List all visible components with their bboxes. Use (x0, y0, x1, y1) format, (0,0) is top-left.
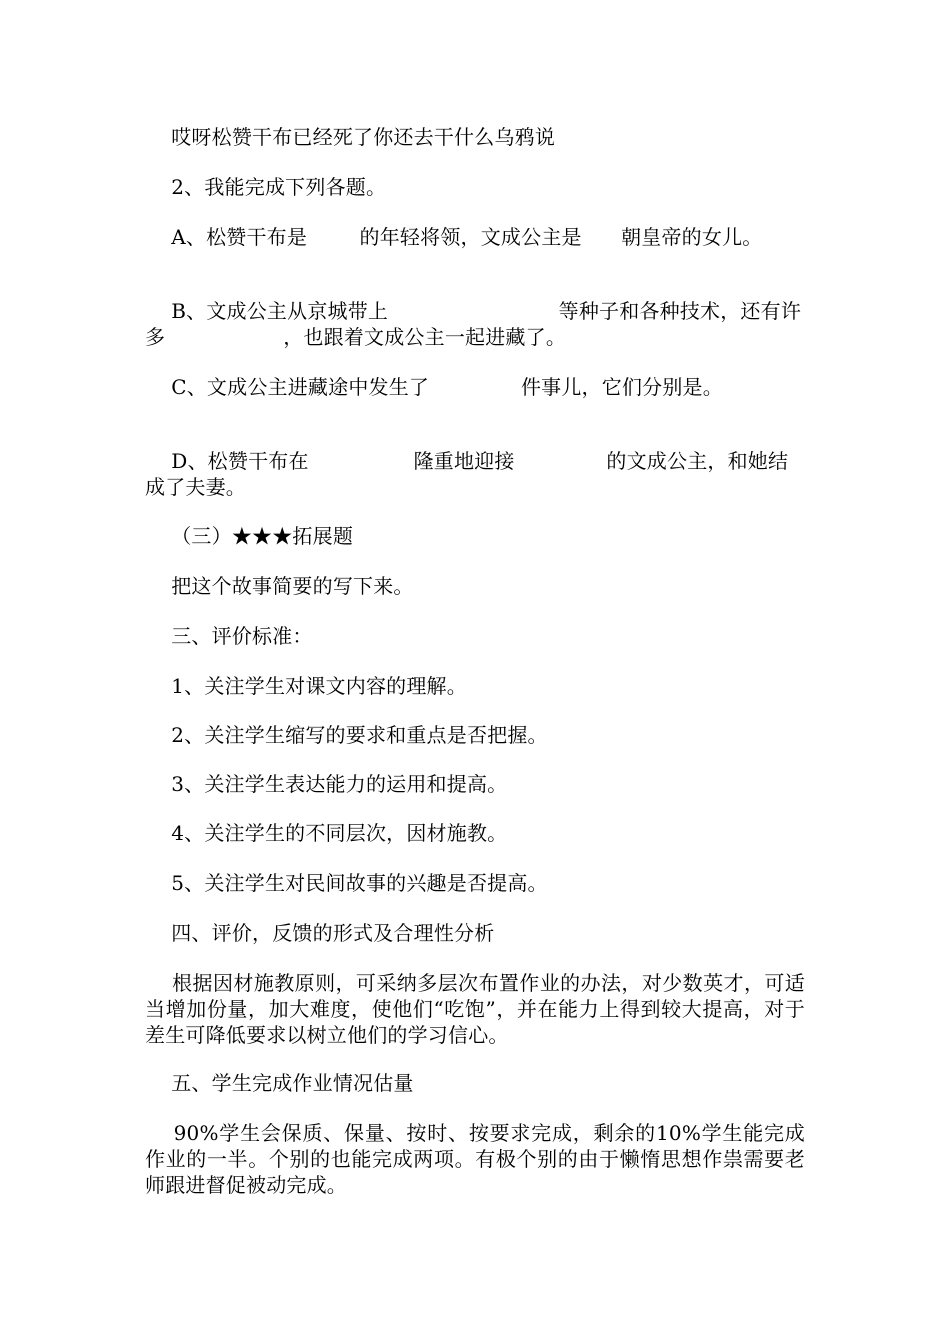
question-2a: A、松赞干布是 的年轻将领，文成公主是 朝皇帝的女儿。 (145, 225, 763, 249)
question-2-heading: 2、我能完成下列各题。 (145, 175, 387, 199)
extension-task: 把这个故事简要的写下来。 (145, 574, 414, 598)
section-4-heading: 四、评价，反馈的形式及合理性分析 (145, 921, 495, 945)
section-3-heading: 三、评价标准： (145, 624, 313, 648)
section-4-body: 根据因材施教原则，可采纳多层次布置作业的办法，对少数英才，可适当增加份量，加大难度，使他们“吃饱”，并在能力上得到较大提高，对于差生可降低要求以树立他们的学习信心。 (145, 971, 805, 1047)
criterion-3: 3、关注学生表达能力的运用和提高。 (145, 772, 508, 796)
criterion-2: 2、关注学生缩写的要求和重点是否把握。 (145, 723, 548, 747)
question-2c: C、文成公主进藏途中发生了 件事儿，它们分别是。 (145, 375, 723, 399)
paragraph-crow-dialogue: 哎呀松赞干布已经死了你还去干什么乌鸦说 (145, 125, 556, 149)
section-5-heading: 五、学生完成作业情况估量 (145, 1071, 414, 1095)
criterion-4: 4、关注学生的不同层次，因材施教。 (145, 821, 508, 845)
criterion-5: 5、关注学生对民间故事的兴趣是否提高。 (145, 871, 548, 895)
section-5-body: 90%学生会保质、保量、按时、按要求完成，剩余的10%学生能完成作业的一半。个别的也能完成两项。有极个别的由于懒惰思想作祟需要老师跟进督促被动完成。 (145, 1121, 806, 1197)
extension-heading: （三）★★★拓展题 (145, 524, 354, 548)
criterion-1: 1、关注学生对课文内容的理解。 (145, 674, 467, 698)
question-2b: B、文成公主从京城带上 等种子和各种技术，还有许多 ，也跟着文成公主一起进藏了。 (145, 299, 802, 349)
question-2d: D、松赞干布在 隆重地迎接 的文成公主，和她结成了夫妻。 (145, 449, 789, 499)
